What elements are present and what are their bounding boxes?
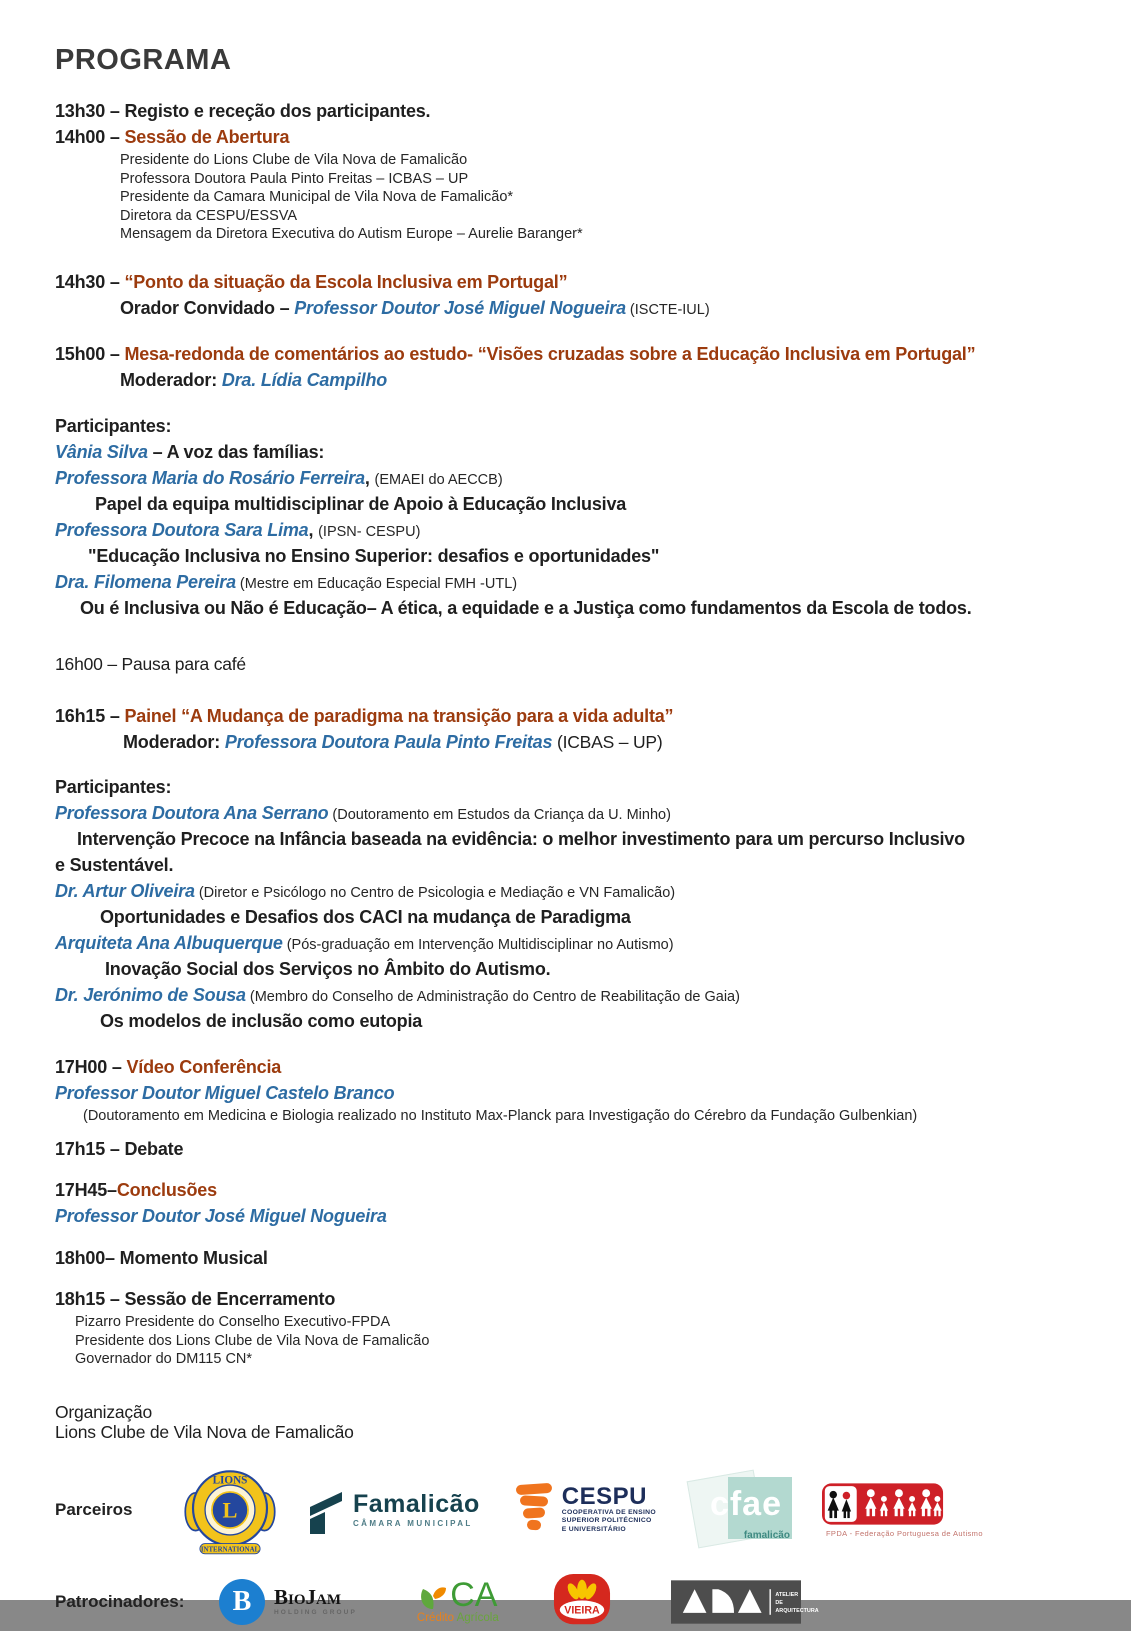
- ada-subtitle-line1: ATELIER: [775, 1591, 798, 1598]
- program-line: [55, 704, 1076, 730]
- program-line: [55, 655, 1076, 675]
- ca-title: CA: [450, 1575, 498, 1614]
- lions-logo: [187, 1465, 273, 1555]
- cfae-logo: [692, 1469, 792, 1551]
- credito-agricola-logo: [416, 1575, 499, 1624]
- text-segment: (Membro do Conselho de Administração do Centro de Reabilitação de Gaia): [245, 988, 740, 1005]
- text-segment: Professora Doutora Ana Serrano: [55, 802, 329, 823]
- ada-logo: [671, 1580, 819, 1624]
- cespu-subtitle-line2: SUPERIOR POLITÉCNICO: [561, 1517, 652, 1525]
- text-segment: Papel da equipa multidisciplinar de Apoio à Educação Inclusiva: [95, 493, 627, 514]
- text-segment: Professora Doutora Sara Lima: [55, 519, 309, 540]
- sponsors-row: [55, 1573, 1076, 1631]
- text-segment: Dr. Artur Oliveira: [55, 880, 195, 901]
- biojam-circle-icon: [219, 1579, 265, 1625]
- program-line: [88, 544, 1076, 570]
- fpda-logo: [822, 1482, 983, 1538]
- text-segment: (Doutoramento em Estudos da Criança da U. Minho): [328, 806, 671, 823]
- biojam-letter: B: [232, 1585, 252, 1617]
- program-line: [77, 827, 1076, 853]
- text-segment: Presidente da Camara Municipal de Vila Nova de Famalicão*: [120, 189, 514, 205]
- lions-letter: L: [222, 1497, 238, 1523]
- text-segment: Diretora da CESPU/ESSVA: [120, 207, 298, 224]
- text-segment: Sessão de Abertura: [124, 127, 290, 147]
- text-segment: 18h15 – Sessão de Encerramento: [55, 1289, 336, 1309]
- text-segment: Professora Maria do Rosário Ferreira: [55, 467, 365, 488]
- program-line: [80, 596, 1076, 622]
- program-line: [55, 775, 1076, 801]
- lions-arc-text: LIONS: [212, 1473, 248, 1486]
- text-segment: Pizarro Presidente do Conselho Executivo-FPDA: [75, 1314, 391, 1330]
- text-segment: 16h15 –: [55, 705, 125, 726]
- program-line: [95, 492, 1076, 518]
- text-segment: ,: [308, 519, 319, 540]
- text-segment: Presidente do Lions Clube de Vila Nova de Famalicão: [120, 152, 468, 168]
- text-segment: Presidente dos Lions Clube de Vila Nova de Famalicão: [75, 1332, 430, 1349]
- partners-label: Parceiros: [55, 1499, 133, 1519]
- text-segment: (Diretor e Psicólogo no Centro de Psicologia e Mediação e VN Famalicão): [194, 884, 676, 901]
- text-segment: Moderador:: [123, 731, 225, 752]
- cfae-title: cfae: [709, 1484, 783, 1523]
- program-line: [75, 1313, 1076, 1332]
- famalicao-title: Famalicão: [353, 1490, 480, 1518]
- program-line: [55, 1055, 1076, 1081]
- ada-mark-icon: [671, 1580, 819, 1624]
- program-line: [55, 801, 1076, 827]
- text-segment: – A voz das famílias:: [147, 441, 325, 462]
- text-segment: Dra. Lídia Campilho: [221, 369, 388, 390]
- text-segment: Organização: [55, 1401, 153, 1422]
- program-line: [120, 368, 1076, 394]
- ca-subtitle-credito: Crédito: [416, 1611, 454, 1624]
- program-line: [55, 1204, 1076, 1230]
- text-segment: 14h00 –: [55, 127, 125, 147]
- text-segment: Oportunidades e Desafios dos CACI na mudança de Paradigma: [100, 906, 631, 927]
- program-line: [55, 1246, 1076, 1272]
- biojam-title: BioJam: [274, 1585, 342, 1609]
- program-line: [123, 730, 1076, 756]
- biojam-logo: [219, 1579, 357, 1625]
- program-line: [75, 1350, 1076, 1369]
- text-segment: Os modelos de inclusão como eutopia: [100, 1010, 423, 1031]
- text-segment: Mensagem da Diretora Executiva do Autism Europe – Aurelie Baranger*: [120, 226, 583, 242]
- program-line: [120, 296, 1076, 322]
- text-segment: (ISCTE-IUL): [625, 301, 710, 318]
- fpda-caption: FPDA - Federação Portuguesa de Autismo: [825, 1528, 983, 1538]
- text-segment: Dra. Filomena Pereira: [55, 571, 236, 592]
- cespu-title: CESPU: [561, 1482, 647, 1510]
- cespu-subtitle-line3: E UNIVERSITÁRIO: [561, 1525, 626, 1533]
- text-segment: Conclusões: [116, 1180, 217, 1200]
- text-segment: Dr. Jerónimo de Sousa: [55, 984, 246, 1005]
- program-lines: [55, 99, 1076, 1443]
- fpda-family-icon: [822, 1482, 944, 1526]
- biojam-subtitle: HOLDING GROUP: [274, 1609, 357, 1616]
- program-line: [55, 879, 1076, 905]
- lions-bottom-text: INTERNATIONAL: [200, 1545, 260, 1553]
- program-line: [55, 125, 1076, 151]
- program-line: [55, 570, 1076, 596]
- cespu-spiral-icon: [514, 1483, 554, 1537]
- cespu-logo: [514, 1483, 656, 1537]
- vieira-title: VIEIRA: [564, 1604, 600, 1617]
- text-segment: Governador do DM115 CN*: [75, 1351, 253, 1367]
- text-segment: Professor Doutor Miguel Castelo Branco: [55, 1082, 395, 1103]
- text-segment: Vídeo Conferência: [126, 1056, 282, 1077]
- text-segment: (Pós-graduação em Intervenção Multidisciplinar no Autismo): [282, 936, 674, 953]
- text-segment: 13h30 – Registo e receção dos participantes.: [55, 101, 431, 121]
- program-line: [75, 1332, 1076, 1351]
- sponsors-label: Patrocinadores:: [55, 1591, 185, 1611]
- program-line: [55, 931, 1076, 957]
- cespu-subtitle-line1: COOPERATIVA DE ENSINO: [561, 1508, 656, 1516]
- text-segment: ,: [364, 467, 375, 488]
- program-line: [105, 957, 1076, 983]
- program-line: [55, 1403, 1076, 1423]
- program-line: [55, 1178, 1076, 1204]
- program-line: [100, 1009, 1076, 1035]
- text-segment: Participantes:: [55, 776, 172, 797]
- program-line: [55, 1423, 1076, 1443]
- page-title: PROGRAMA: [55, 44, 232, 76]
- cfae-subtitle: famalicão: [743, 1529, 790, 1541]
- text-segment: 18h00– Momento Musical: [55, 1248, 268, 1268]
- program-line: [55, 1081, 1076, 1107]
- text-segment: “Ponto da situação da Escola Inclusiva em Portugal”: [124, 271, 568, 292]
- program-line: [120, 207, 1076, 226]
- partners-row: [55, 1465, 1076, 1555]
- text-segment: Vânia Silva: [55, 441, 148, 462]
- text-segment: 17H00 –: [55, 1056, 127, 1077]
- text-segment: 16h00 – Pausa para café: [55, 653, 246, 674]
- text-segment: (ICBAS – UP): [552, 731, 663, 752]
- text-segment: 14h30 –: [55, 271, 125, 292]
- lions-emblem-icon: [187, 1465, 273, 1555]
- text-segment: (IPSN- CESPU): [318, 523, 421, 540]
- text-segment: Professor Doutor José Miguel Nogueira: [294, 297, 626, 318]
- text-segment: Professor Doutor José Miguel Nogueira: [55, 1206, 387, 1226]
- famalicao-subtitle: CÂMARA MUNICIPAL: [353, 1519, 473, 1528]
- text-segment: (Mestre em Educação Especial FMH -UTL): [235, 575, 518, 592]
- text-segment: Ou é Inclusiva ou Não é Educação– A ética, a equidade e a Justiça como fundamentos da Escola de todos.: [80, 597, 972, 618]
- text-segment: (Doutoramento em Medicina e Biologia realizado no Instituto Max-Planck para Investigação do Cérebro da Fundação Gulbenkian): [83, 1107, 918, 1124]
- program-line: [55, 342, 1076, 368]
- program-line: [55, 466, 1076, 492]
- text-segment: Lions Clube de Vila Nova de Famalicão: [55, 1421, 354, 1442]
- text-segment: Moderador:: [120, 369, 222, 390]
- text-segment: 17H45–: [55, 1180, 117, 1200]
- program-line: [120, 225, 1076, 244]
- text-segment: Professora Doutora Paula Pinto Freitas – ICBAS – UP: [120, 170, 469, 187]
- text-segment: e Sustentável.: [55, 854, 174, 875]
- program-line: [120, 188, 1076, 207]
- program-line: [55, 518, 1076, 544]
- famalicao-logo: [307, 1486, 480, 1534]
- text-segment: 17h15 – Debate: [55, 1139, 184, 1159]
- text-segment: Participantes:: [55, 415, 172, 436]
- text-segment: Painel “A Mudança de paradigma na transição para a vida adulta”: [124, 705, 674, 726]
- text-segment: "Educação Inclusiva no Ensino Superior: desafios e oportunidades": [88, 545, 660, 566]
- text-segment: Orador Convidado –: [120, 297, 295, 318]
- program-line: [55, 1137, 1076, 1163]
- ada-subtitle-line3: ARQUITECTURA: [775, 1607, 819, 1614]
- vieira-logo: [551, 1573, 613, 1631]
- program-line: [55, 270, 1076, 296]
- program-line: [100, 905, 1076, 931]
- ada-subtitle-line2: DE: [775, 1599, 783, 1606]
- program-line: [83, 1107, 1076, 1126]
- text-segment: Inovação Social dos Serviços no Âmbito do Autismo.: [105, 958, 551, 979]
- program-line: [55, 1287, 1076, 1313]
- text-segment: 15h00 –: [55, 343, 125, 364]
- text-segment: Arquiteta Ana Albuquerque: [55, 932, 283, 953]
- program-line: [120, 151, 1076, 170]
- ca-leaf-icon: [418, 1584, 448, 1610]
- ca-subtitle-agricola: Agrícola: [456, 1611, 499, 1624]
- program-line: [55, 853, 1076, 879]
- text-segment: Intervenção Precoce na Infância baseada na evidência: o melhor investimento para um percurso Inclusivo: [77, 828, 965, 849]
- program-line: [120, 170, 1076, 189]
- program-line: [55, 983, 1076, 1009]
- program-line: [55, 414, 1076, 440]
- program-line: [55, 440, 1076, 466]
- program-line: [55, 99, 1076, 125]
- text-segment: Professora Doutora Paula Pinto Freitas: [224, 731, 553, 752]
- text-segment: (EMAEI do AECCB): [374, 471, 503, 488]
- vieira-badge-icon: [551, 1573, 613, 1631]
- famalicao-mark-icon: [307, 1486, 345, 1534]
- text-segment: Mesa-redonda de comentários ao estudo- “Visões cruzadas sobre a Educação Inclusiva em Portugal”: [124, 343, 976, 364]
